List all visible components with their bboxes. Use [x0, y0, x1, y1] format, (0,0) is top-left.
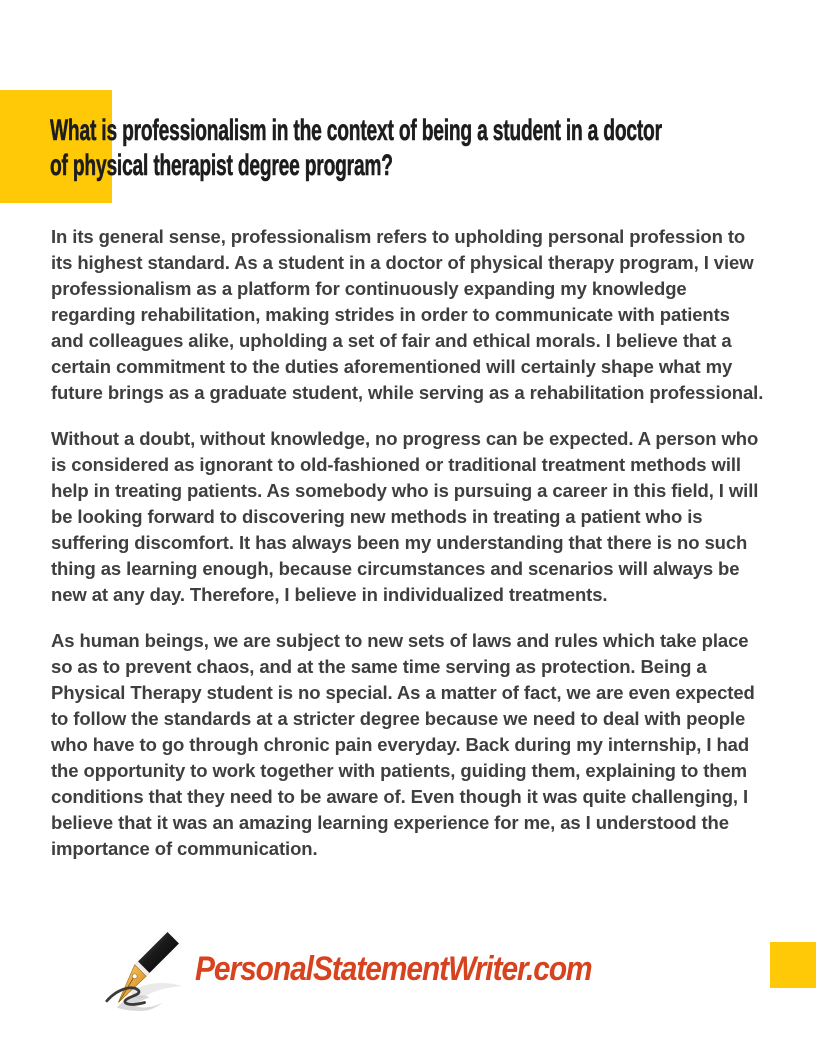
- yellow-accent-square-bottom: [770, 942, 816, 988]
- page-title: [50, 113, 662, 183]
- page-title-line-2: of physical therapist degree program?: [50, 149, 393, 182]
- essay-paragraph: As human beings, we are subject to new sets of laws and rules which take place so as to prevent chaos, and at the same time serving as protection. Being a Physical Therapy student is no special. As a matter of fact, we are even expected to follow the standards at a stricter degree because we need to deal with people who have to go through chronic pain everyday. Back during my internship, I had the opportunity to work together with patients, guiding them, explaining to them conditions that they need to be aware of. Even though it was quite challenging, I believe that it was an amazing learning experience for me, as I understood the importance of communication.: [51, 630, 755, 859]
- essay-paragraph: Without a doubt, without knowledge, no progress can be expected. A person who is considered as ignorant to old-fashioned or traditional treatment methods will help in treating patients. As somebody who is pursuing a career in this field, I will be looking forward to discovering new methods in treating a patient who is suffering discomfort. It has always been my understanding that there is no such thing as learning enough, because circumstances and scenarios will always be new at any day. Therefore, I believe in individualized treatments.: [51, 428, 759, 605]
- essay-paragraph: In its general sense, professionalism refers to upholding personal profession to its highest standard. As a student in a doctor of physical therapy program, I view professionalism as a platform for continuously expanding my knowledge regarding rehabilitation, making strides in order to communicate with patients and colleagues alike, upholding a set of fair and ethical morals. I believe that a certain commitment to the duties aforementioned will certainly shape what my future brings as a graduate student, while serving as a rehabilitation professional.: [51, 226, 764, 403]
- footer-logo: [0, 930, 778, 1015]
- essay-body: [51, 224, 765, 882]
- page-title-line-1: What is professionalism in the context of being a student in a doctor: [50, 114, 662, 147]
- brand-link[interactable]: PersonalStatementWriter.com: [194, 950, 592, 988]
- fountain-pen-icon: [95, 932, 199, 1014]
